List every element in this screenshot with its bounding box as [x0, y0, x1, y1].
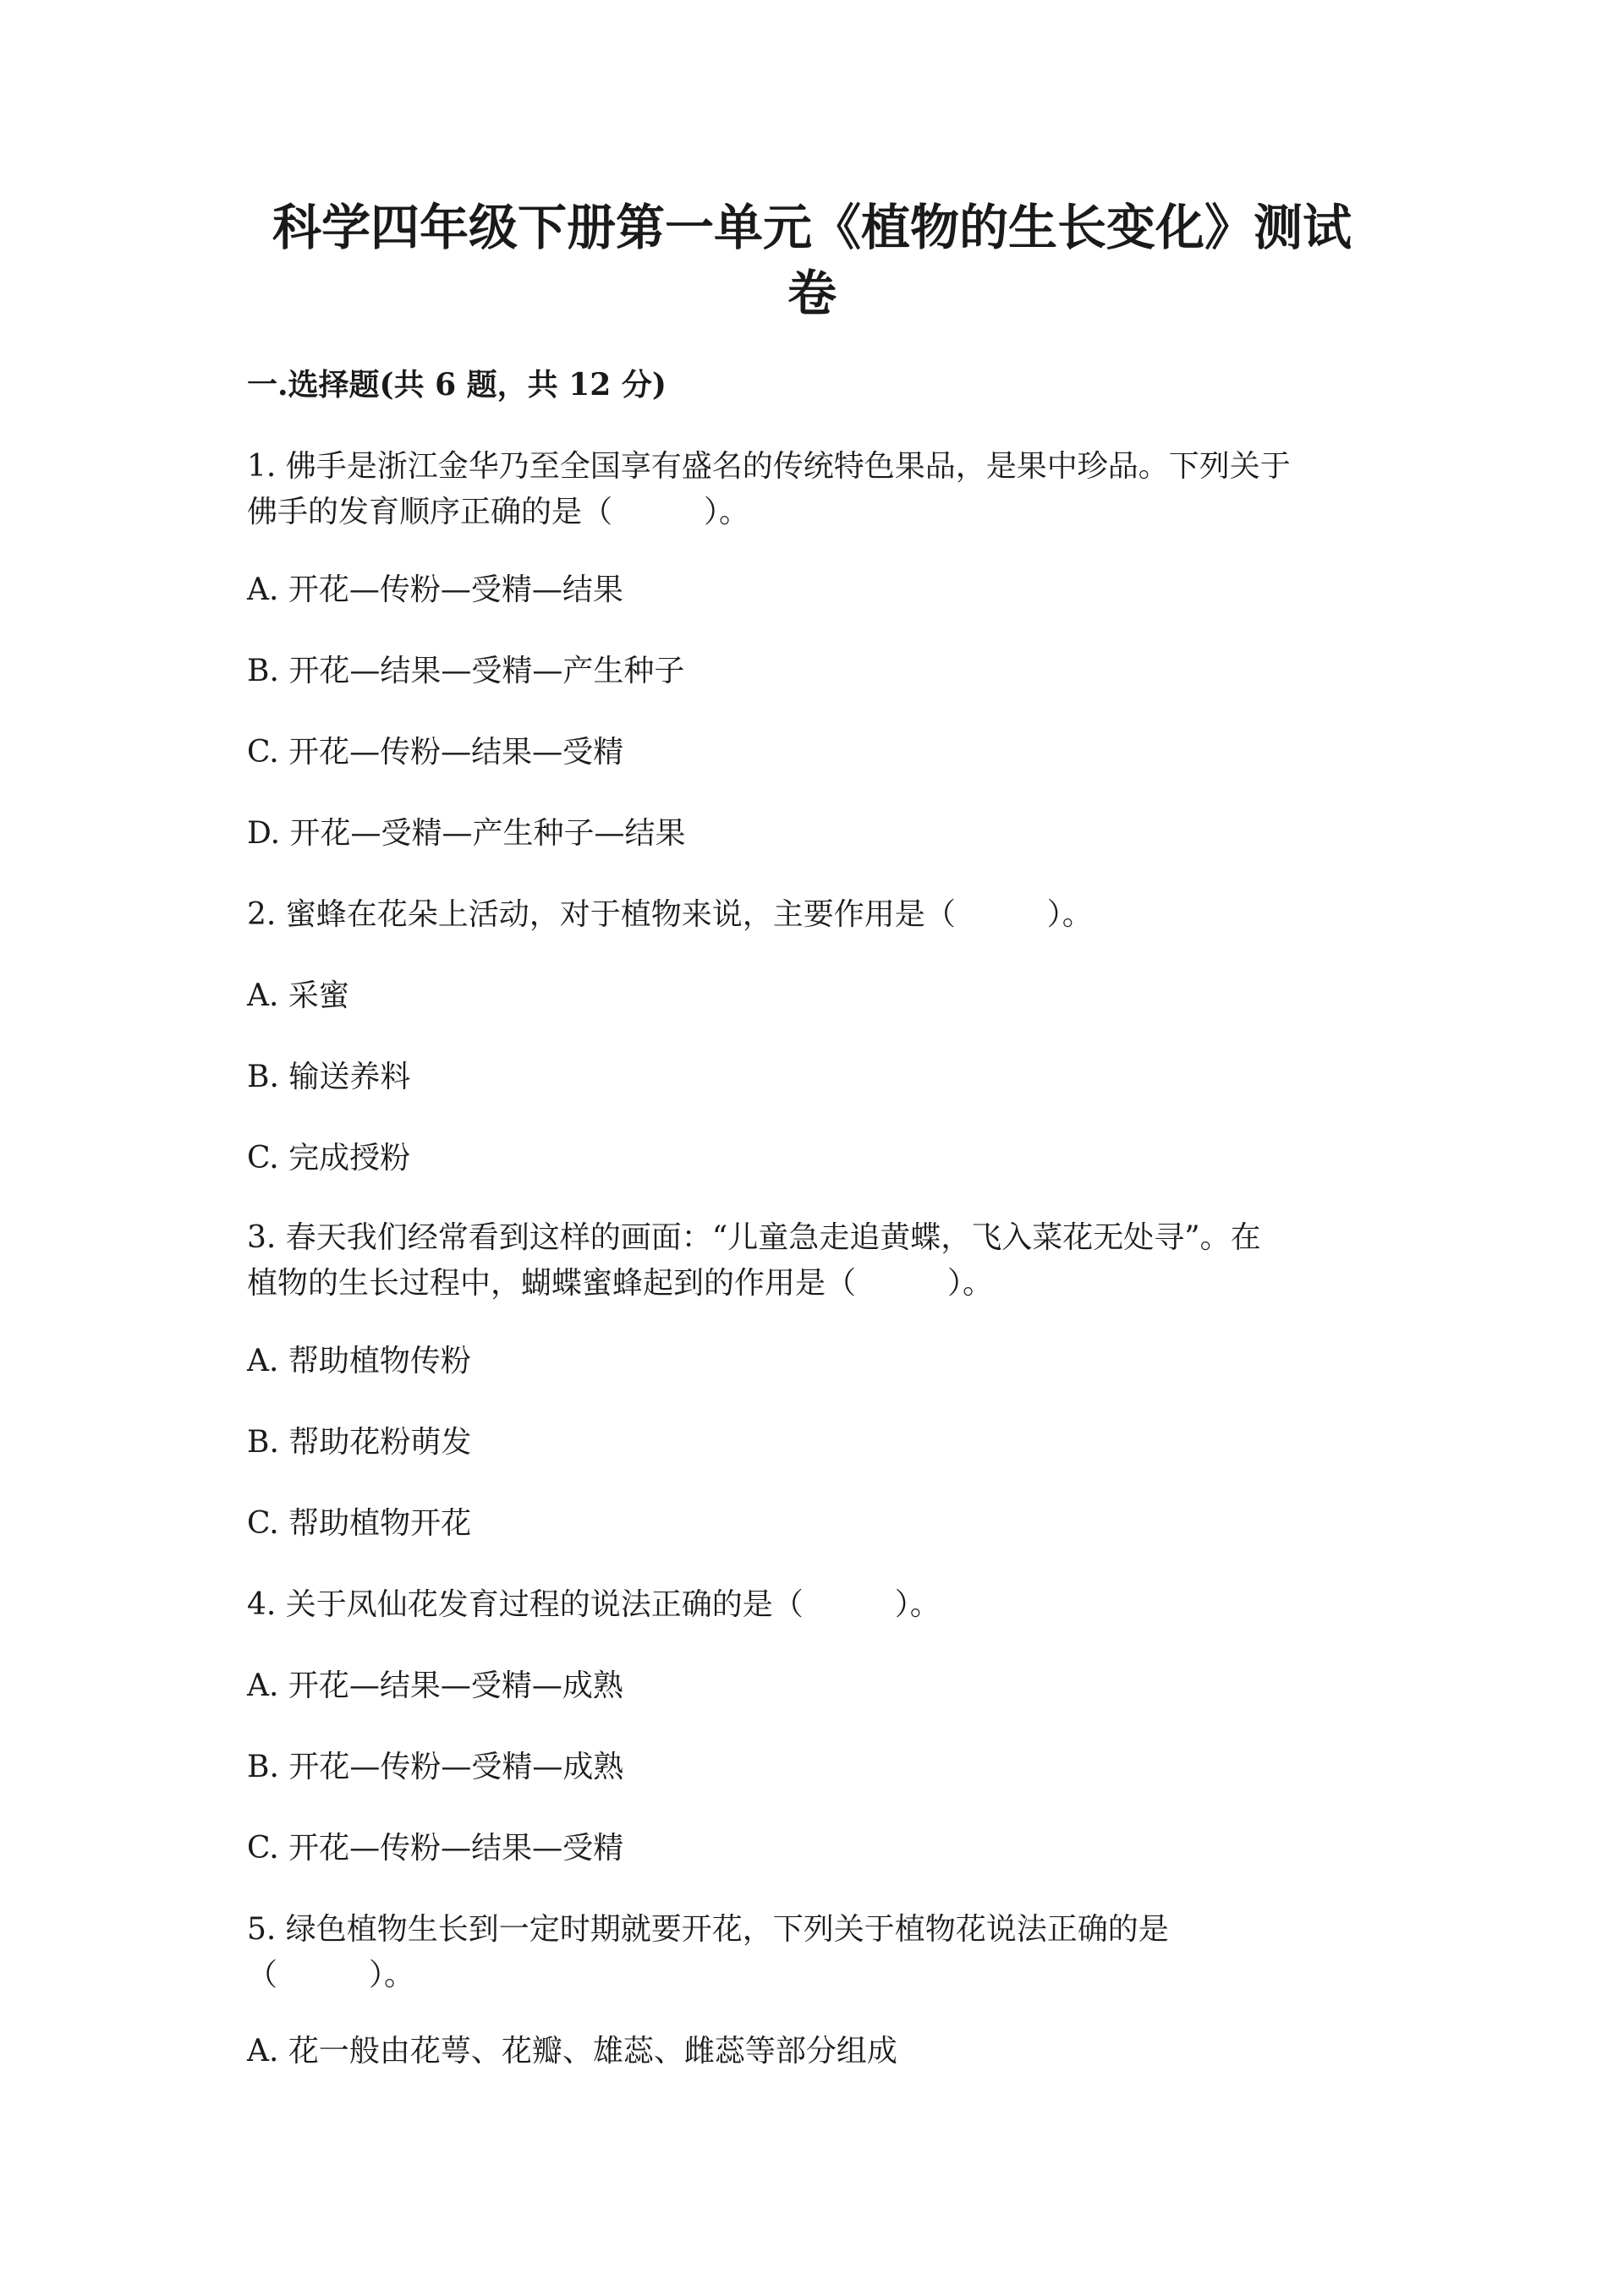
- question-5-stem-line-1: 5. 绿色植物生长到一定时期就要开花，下列关于植物花说法正确的是: [247, 1912, 1169, 1947]
- question-3-option-b: B. 帮助花粉萌发: [247, 1425, 472, 1460]
- question-1-option-c: C. 开花—传粉—结果—受精: [247, 735, 624, 770]
- question-5-option-a: A. 花一般由花萼、花瓣、雄蕊、雌蕊等部分组成: [247, 2034, 897, 2069]
- question-3-stem-line-1: 3. 春天我们经常看到这样的画面：“儿童急走追黄蝶，飞入菜花无处寻”。在: [247, 1220, 1261, 1255]
- question-1-stem-line-1: 1. 佛手是浙江金华乃至全国享有盛名的传统特色果品，是果中珍品。下列关于: [247, 449, 1291, 484]
- question-4-option-c: C. 开花—传粉—结果—受精: [247, 1831, 624, 1866]
- question-3-option-a: A. 帮助植物传粉: [247, 1344, 471, 1378]
- question-2-option-c: C. 完成授粉: [247, 1141, 411, 1175]
- question-1-stem-line-2: 佛手的发育顺序正确的是（ ）。: [247, 495, 750, 529]
- question-5-stem-line-2: （ ）。: [247, 1958, 415, 1992]
- question-1-option-b: B. 开花—结果—受精—产生种子: [247, 654, 685, 688]
- section-heading: 一.选择题(共 6 题，共 12 分): [247, 367, 667, 403]
- question-2-option-b: B. 输送养料: [247, 1060, 411, 1094]
- question-2-stem-line-1: 2. 蜜蜂在花朵上活动，对于植物来说，主要作用是（ ）。: [247, 897, 1093, 932]
- question-3-option-c: C. 帮助植物开花: [247, 1506, 472, 1541]
- question-1-option-d: D. 开花—受精—产生种子—结果: [247, 816, 686, 851]
- question-4-option-b: B. 开花—传粉—受精—成熟: [247, 1750, 624, 1784]
- question-2-option-a: A. 采蜜: [247, 978, 349, 1013]
- question-4-option-a: A. 开花—结果—受精—成熟: [247, 1669, 623, 1703]
- question-3-stem-line-2: 植物的生长过程中，蝴蝶蜜蜂起到的作用是（ ）。: [247, 1266, 994, 1301]
- page-title: [254, 195, 1370, 326]
- question-4-stem-line-1: 4. 关于凤仙花发育过程的说法正确的是（ ）。: [247, 1587, 941, 1622]
- question-1-option-a: A. 开花—传粉—受精—结果: [247, 573, 623, 607]
- page-title-line-2: 卷: [787, 265, 837, 322]
- page-title-line-1: 科学四年级下册第一单元《植物的生长变化》测试: [272, 199, 1352, 256]
